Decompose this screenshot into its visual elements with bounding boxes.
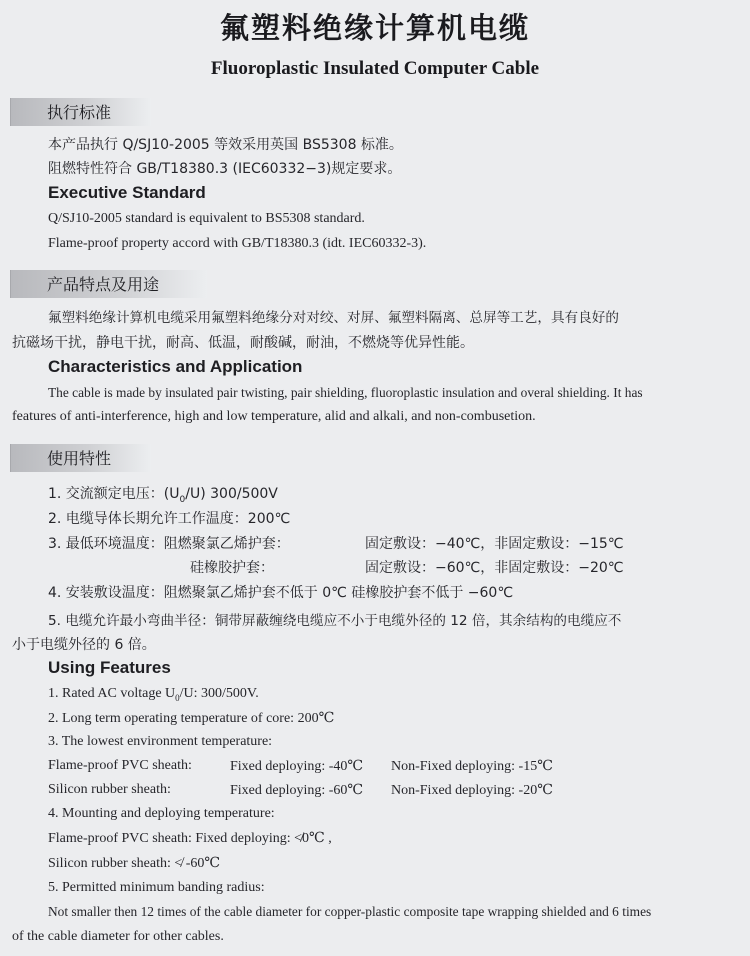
usage-zh-line-3b: 硅橡胶护套： xyxy=(190,560,274,576)
executive-zh-line-1: 本产品执行 Q/SJ10-2005 等效采用英国 BS5308 标准。 xyxy=(48,137,403,153)
usage-zh-line-3b-value: 固定敷设：−60℃，非固定敷设：−20℃ xyxy=(365,560,624,576)
section-title-executive-en: Executive Standard xyxy=(48,183,206,202)
characteristics-en-line-2: features of anti-interference, high and low temperature, alid and alkali, and non-combusetion. xyxy=(12,409,536,424)
section-header-characteristics xyxy=(10,270,207,298)
usage-zh-line-5: 5. 电缆允许最小弯曲半径：铜带屏蔽缠绕电缆应不小于电缆外径的 12 倍，其余结构的电缆应不 xyxy=(48,613,622,629)
usage-zh-line-3: 3. 最低环境温度：阻燃聚氯乙烯护套： xyxy=(48,536,290,552)
characteristics-zh-line-2: 抗磁场干扰，静电干扰，耐高、低温，耐酸碱，耐油，不燃烧等优异性能。 xyxy=(12,335,474,351)
usage-en-silicon-fixed: Fixed deploying: -60℃ xyxy=(230,783,364,798)
usage-en-pvc-fixed: Fixed deploying: -40℃ xyxy=(230,759,364,774)
usage-en-line-5b: of the cable diameter for other cables. xyxy=(12,929,224,944)
usage-en-line-2: 2. Long term operating temperature of core: 200℃ xyxy=(48,711,335,726)
section-header-executive xyxy=(10,98,151,126)
executive-en-line-2: Flame-proof property accord with GB/T18380.3 (idt. IEC60332-3). xyxy=(48,236,427,251)
usage-zh-voltage-subscript: 0 xyxy=(179,494,186,505)
characteristics-en-line-1: The cable is made by insulated pair twisting, pair shielding, fluoroplastic insulation and overal shielding. It has xyxy=(48,385,643,400)
usage-en-line-4a: Flame-proof PVC sheath: Fixed deploying: ≮0℃ , xyxy=(48,831,332,846)
executive-zh-line-2: 阻燃特性符合 GB/T18380.3 (IEC60332−3)规定要求。 xyxy=(48,161,402,177)
usage-en-line-4b: Silicon rubber sheath: ≮ -60℃ xyxy=(48,856,221,871)
usage-en-line-5: 5. Permitted minimum banding radius: xyxy=(48,880,265,895)
page-title-zh: 氟塑料绝缘计算机电缆 xyxy=(219,11,530,45)
usage-en-line-5a: Not smaller then 12 times of the cable diameter for copper-plastic composite tape wrapping shielded and 6 times xyxy=(48,904,652,919)
page-title-en: Fluoroplastic Insulated Computer Cable xyxy=(210,58,540,79)
usage-en-line-1 xyxy=(48,686,259,703)
usage-zh-line-2: 2. 电缆导体长期允许工作温度：200℃ xyxy=(48,511,291,527)
section-header-usage xyxy=(10,444,151,472)
executive-en-line-1: Q/SJ10-2005 standard is equivalent to BS5308 standard. xyxy=(48,211,365,226)
usage-zh-line-3-value: 固定敷设：−40℃，非固定敷设：−15℃ xyxy=(365,536,624,552)
usage-en-pvc-label: Flame-proof PVC sheath: xyxy=(48,758,192,773)
usage-en-pvc-nonfixed: Non-Fixed deploying: -15℃ xyxy=(391,759,553,774)
usage-en-voltage-subscript: 0 xyxy=(175,692,180,703)
usage-en-silicon-nonfixed: Non-Fixed deploying: -20℃ xyxy=(391,783,553,798)
usage-zh-line-1 xyxy=(48,483,278,505)
usage-en-line-3: 3. The lowest environment temperature: xyxy=(48,734,273,749)
usage-en-voltage-value: /U: 300/500V. xyxy=(179,686,259,701)
usage-zh-line-4: 4. 安装敷设温度：阻燃聚氯乙烯护套不低于 0℃ 硅橡胶护套不低于 −60℃ xyxy=(48,585,514,601)
usage-en-line-4: 4. Mounting and deploying temperature: xyxy=(48,806,275,821)
usage-zh-line-5b: 小于电缆外径的 6 倍。 xyxy=(12,637,156,653)
section-title-characteristics-en: Characteristics and Application xyxy=(48,357,303,376)
usage-zh-voltage-label: 1. 交流额定电压：(U xyxy=(48,486,180,502)
section-title-usage-zh: 使用特性 xyxy=(47,449,112,468)
usage-en-silicon-label: Silicon rubber sheath: xyxy=(48,782,171,797)
usage-zh-voltage-value: /U) 300/500V xyxy=(185,486,278,502)
section-title-characteristics-zh: 产品特点及用途 xyxy=(47,275,160,294)
section-title-usage-en: Using Features xyxy=(48,658,171,677)
usage-en-voltage-label: 1. Rated AC voltage U xyxy=(48,686,176,701)
section-title-executive-zh: 执行标准 xyxy=(47,103,112,122)
characteristics-zh-line-1: 氟塑料绝缘计算机电缆采用氟塑料绝缘分对对绞、对屏、氟塑料隔离、总屏等工艺，具有良好的 xyxy=(48,310,619,326)
